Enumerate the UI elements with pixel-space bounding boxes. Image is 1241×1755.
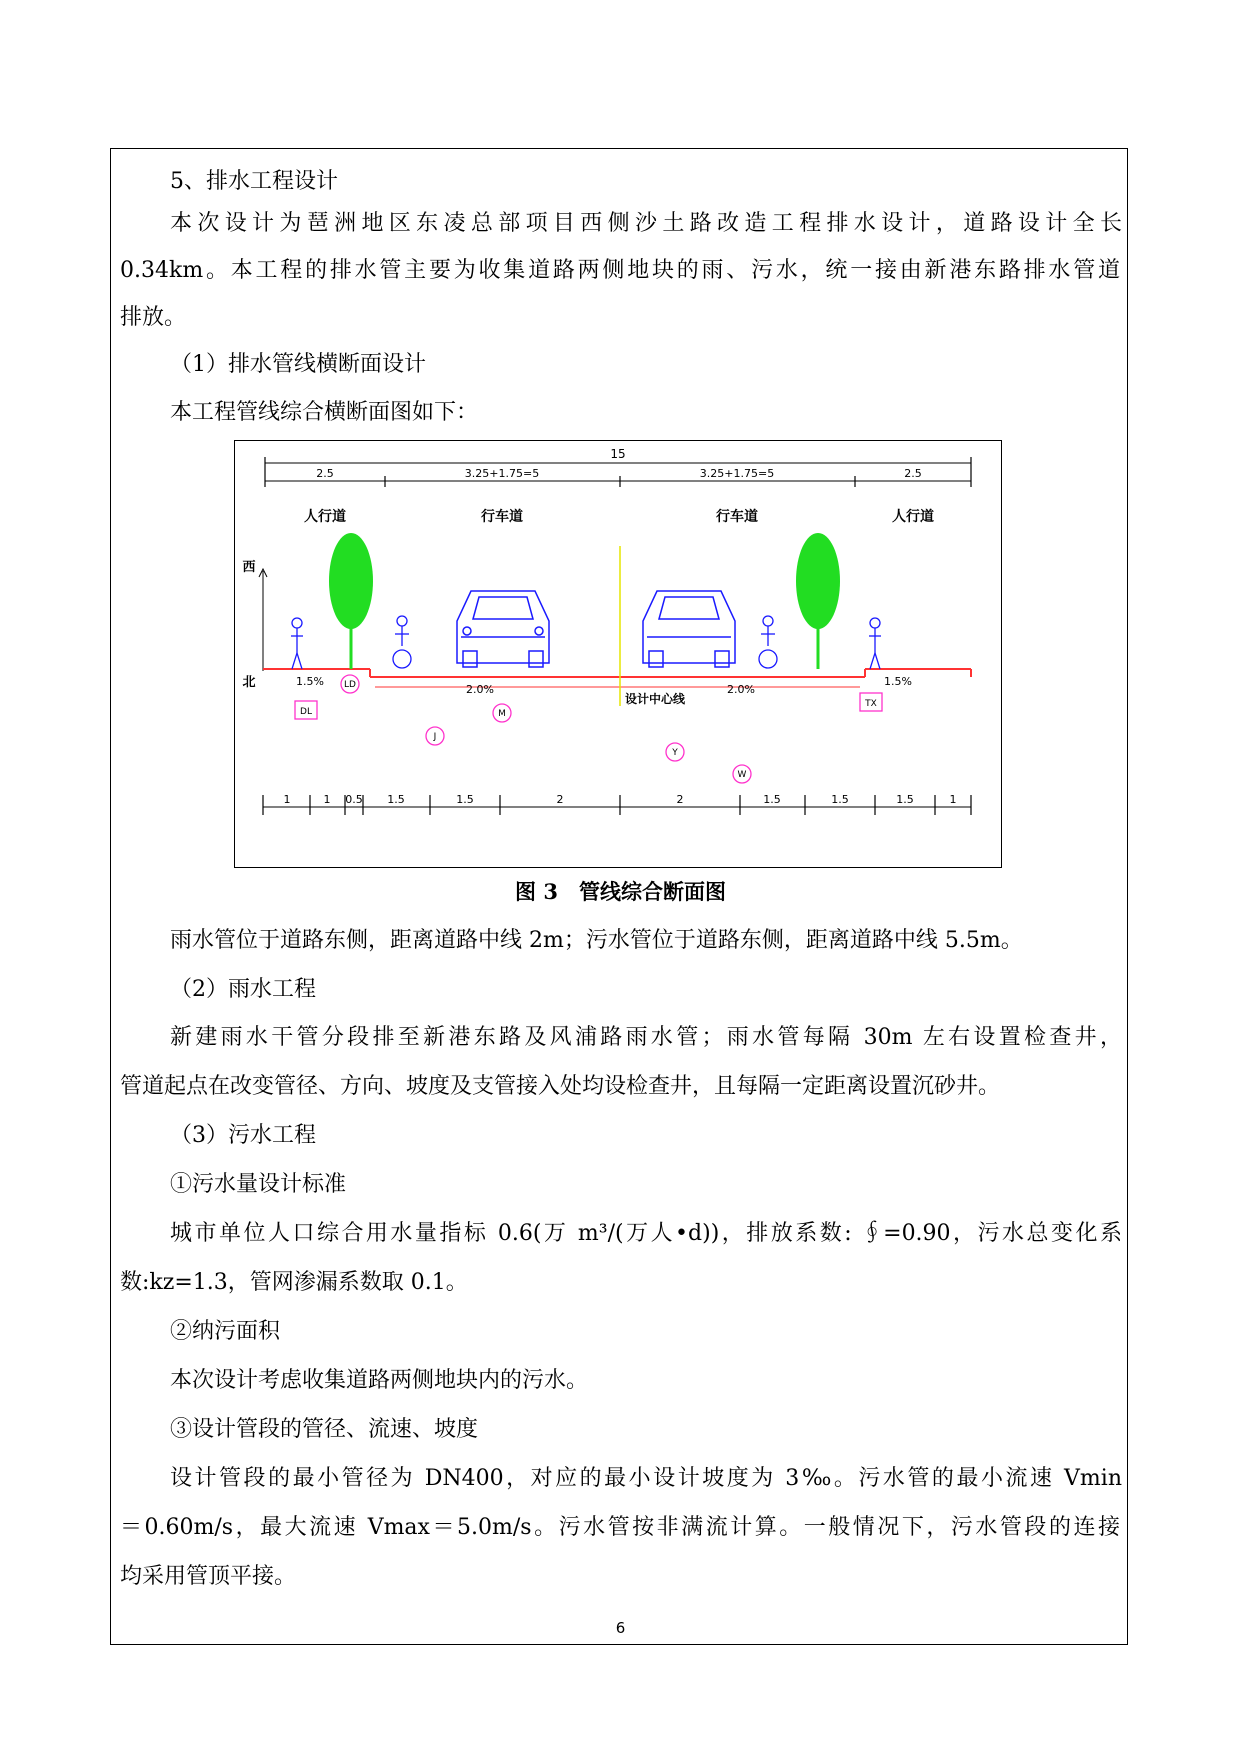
dim-bottom: 1.5 [896,793,914,806]
pipe-label: LD [344,680,356,690]
paragraph-line: 本工程管线综合横断面图如下： [170,400,479,425]
car-icon [643,591,735,667]
zone-label: 人行道 [892,509,934,525]
dim-bottom: 1.5 [763,793,781,806]
paragraph-line: 设计管段的最小管径为 DN400，对应的最小设计坡度为 3‰。污水管的最小流速 Vmin [170,1466,1122,1491]
subsection-heading: （1）排水管线横断面设计 [170,352,426,377]
pipe-label: W [737,770,747,780]
dim-top: 3.25+1.75=5 [464,467,540,480]
dim-bottom: 1 [949,793,957,806]
direction-north: 北 [242,675,256,690]
zone-label: 行车道 [716,509,758,525]
road-surface [263,669,971,687]
dim-top: 2.5 [316,467,334,480]
section-heading: 5、排水工程设计 [170,169,338,194]
paragraph-line: 0.34km。本工程的排水管主要为收集道路两侧地块的雨、污水，统一接由新港东路排水管道 [120,258,1120,283]
paragraph-line: 本次设计考虑收集道路两侧地块内的污水。 [170,1368,589,1393]
paragraph-line: 数:kz=1.3，管网渗漏系数取 0.1。 [120,1270,468,1295]
paragraph-line: 管道起点在改变管径、方向、坡度及支管接入处均设检查井，且每隔一定距离设置沉砂井。 [120,1074,1001,1099]
paragraph-line: 雨水管位于道路东侧，距离道路中线 2m；污水管位于道路东侧，距离道路中线 5.5m。 [170,928,1023,953]
dim-bottom: 1.5 [456,793,474,806]
dim-bottom: 1.5 [387,793,405,806]
zone-label: 行车道 [481,509,523,525]
pipe-label: DL [300,707,312,717]
list-heading: ③设计管段的管径、流速、坡度 [170,1417,479,1442]
paragraph-line: 城市单位人口综合用水量指标 0.6(万 m³/(万人•d))，排放系数: ∮=0.90，污水总变化系 [170,1221,1122,1246]
tree-icon [796,533,840,669]
pedestrian-icon [869,618,881,669]
pipe-label: J [433,732,437,742]
slope-label: 1.5% [884,675,912,688]
slope-label: 1.5% [296,675,324,688]
subsection-heading: （3）污水工程 [170,1123,316,1148]
dim-bottom: 1 [283,793,291,806]
dim-bottom: 2 [676,793,684,806]
dim-bottom: 0.5 [345,793,363,806]
cyclist-icon [393,616,411,668]
cross-section-drawing [235,441,1001,867]
subsection-heading: （2）雨水工程 [170,977,316,1002]
pipe-label: TX [865,699,877,709]
total-width: 15 [610,447,626,461]
car-icon [457,591,549,667]
pipe-label: M [498,709,506,719]
cross-section-figure [234,440,1002,868]
pedestrian-icon [291,618,303,669]
cyclist-icon [759,616,777,668]
dim-top: 3.25+1.75=5 [699,467,775,480]
list-heading: ②纳污面积 [170,1319,281,1344]
dim-bottom: 1 [323,793,331,806]
paragraph-line: 排放。 [120,305,187,330]
list-heading: ①污水量设计标准 [170,1172,347,1197]
dim-bottom: 2 [556,793,564,806]
tree-icon [329,533,373,669]
paragraph-line: ＝0.60m/s，最大流速 Vmax＝5.0m/s。污水管按非满流计算。一般情况下，污水管段的连接 [120,1515,1120,1540]
dim-top: 2.5 [904,467,922,480]
page-number: 6 [615,1619,626,1637]
paragraph-line: 均采用管顶平接。 [120,1564,297,1589]
pipe-label: Y [672,748,678,758]
centerline-label: 设计中心线 [624,692,686,706]
figure-caption: 图 3 管线综合断面图 [515,879,726,904]
paragraph-line: 本次设计为琶洲地区东凌总部项目西侧沙土路改造工程排水设计，道路设计全长 [170,211,1122,236]
zone-label: 人行道 [304,509,346,525]
slope-label: 2.0% [727,683,755,696]
direction-west: 西 [242,560,256,575]
slope-label: 2.0% [466,683,494,696]
dim-bottom: 1.5 [831,793,849,806]
paragraph-line: 新建雨水干管分段排至新港东路及风浦路雨水管；雨水管每隔 30m 左右设置检查井， [170,1025,1122,1050]
